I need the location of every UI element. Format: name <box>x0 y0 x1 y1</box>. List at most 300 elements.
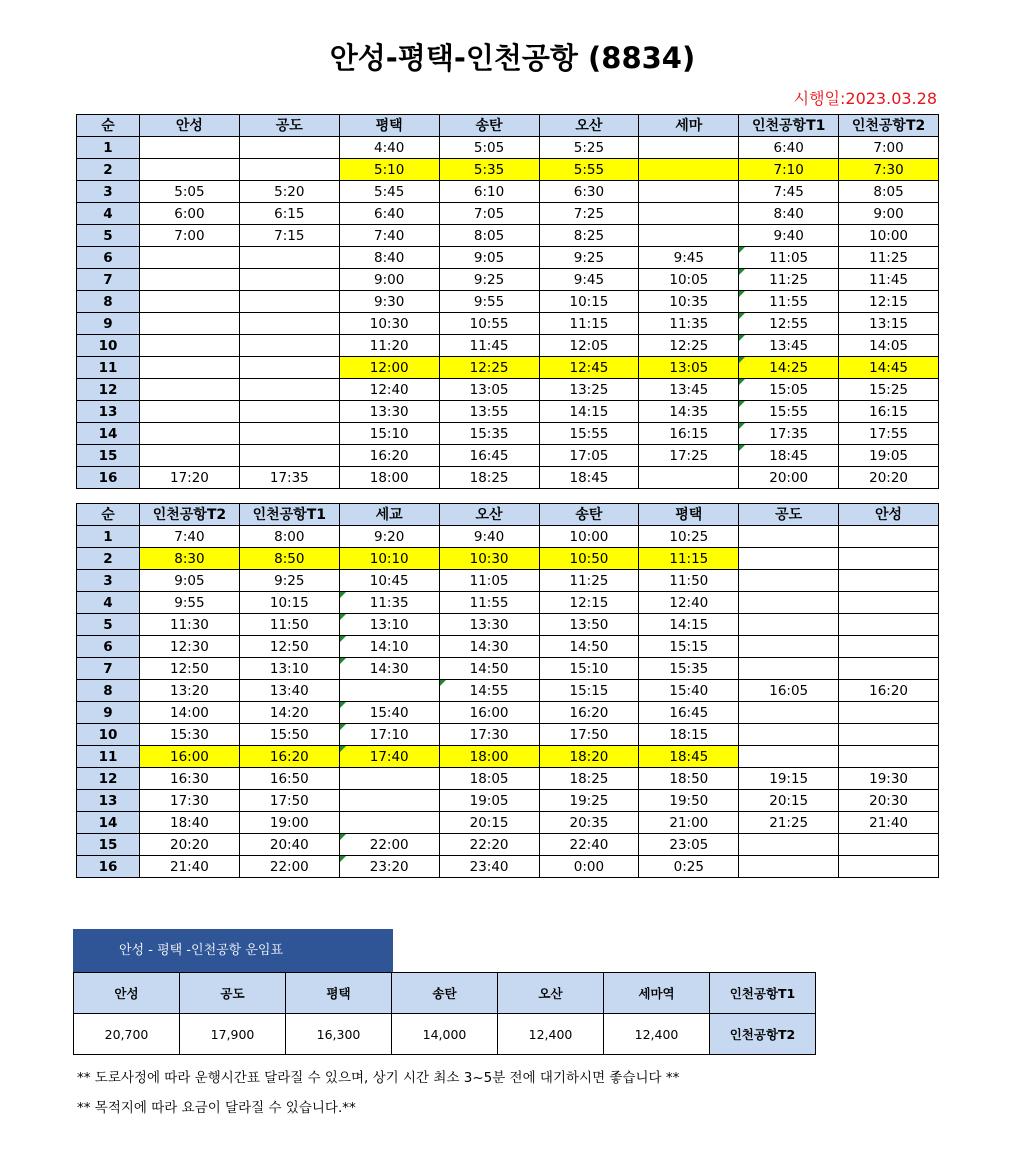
time-cell: 0:00 <box>539 856 639 878</box>
row-number: 11 <box>77 357 140 379</box>
time-cell: 0:25 <box>639 856 739 878</box>
time-cell <box>639 159 739 181</box>
time-cell: 16:15 <box>839 401 939 423</box>
time-cell: 14:35 <box>639 401 739 423</box>
time-cell: 9:00 <box>339 269 439 291</box>
time-cell: 18:25 <box>539 768 639 790</box>
time-cell: 15:10 <box>539 658 639 680</box>
time-cell: 6:30 <box>539 181 639 203</box>
time-cell: 13:05 <box>639 357 739 379</box>
col-header-stop: 송탄 <box>539 504 639 526</box>
time-cell: 10:10 <box>339 548 439 570</box>
time-cell: 22:00 <box>339 834 439 856</box>
time-cell: 6:40 <box>739 137 839 159</box>
row-number: 14 <box>77 423 140 445</box>
time-cell <box>140 445 240 467</box>
time-cell <box>739 614 839 636</box>
time-cell: 10:55 <box>439 313 539 335</box>
time-cell: 9:25 <box>439 269 539 291</box>
col-header-stop: 공도 <box>239 115 339 137</box>
time-cell <box>239 357 339 379</box>
time-cell: 17:35 <box>739 423 839 445</box>
time-cell <box>239 137 339 159</box>
time-cell: 12:50 <box>239 636 339 658</box>
time-cell: 13:20 <box>140 680 240 702</box>
time-cell: 16:15 <box>639 423 739 445</box>
time-cell <box>140 247 240 269</box>
col-header-stop: 세교 <box>339 504 439 526</box>
table-row <box>77 423 939 445</box>
time-cell: 12:45 <box>539 357 639 379</box>
time-cell: 19:05 <box>839 445 939 467</box>
table-row <box>77 746 939 768</box>
fare-header: 공도 <box>180 973 286 1014</box>
time-cell <box>839 724 939 746</box>
time-cell <box>839 570 939 592</box>
col-header-stop: 오산 <box>539 115 639 137</box>
row-number: 10 <box>77 724 140 746</box>
time-cell: 20:35 <box>539 812 639 834</box>
time-cell: 18:00 <box>339 467 439 489</box>
time-cell <box>239 269 339 291</box>
time-cell <box>739 856 839 878</box>
time-cell: 8:05 <box>839 181 939 203</box>
time-cell: 16:20 <box>839 680 939 702</box>
time-cell <box>239 247 339 269</box>
time-cell <box>140 313 240 335</box>
time-cell: 11:50 <box>639 570 739 592</box>
time-cell: 14:05 <box>839 335 939 357</box>
time-cell: 17:05 <box>539 445 639 467</box>
time-cell <box>140 357 240 379</box>
table-row <box>77 768 939 790</box>
time-cell: 11:45 <box>839 269 939 291</box>
time-cell <box>239 159 339 181</box>
time-cell: 15:40 <box>639 680 739 702</box>
row-number: 16 <box>77 467 140 489</box>
table-row <box>77 636 939 658</box>
col-header-stop: 안성 <box>140 115 240 137</box>
row-number: 8 <box>77 291 140 313</box>
time-cell: 17:30 <box>439 724 539 746</box>
table-row <box>77 137 939 159</box>
row-number: 14 <box>77 812 140 834</box>
table-row <box>77 291 939 313</box>
time-cell <box>839 636 939 658</box>
time-cell: 13:05 <box>439 379 539 401</box>
time-cell: 18:05 <box>439 768 539 790</box>
time-cell: 9:20 <box>339 526 439 548</box>
col-header-stop: 인천공항T1 <box>239 504 339 526</box>
note-fare-varies: ** 목적지에 따라 요금이 달라질 수 있습니다.** <box>77 1100 356 1116</box>
time-cell: 9:40 <box>739 225 839 247</box>
table-row <box>77 702 939 724</box>
time-cell <box>739 658 839 680</box>
time-cell: 9:25 <box>239 570 339 592</box>
time-cell: 16:05 <box>739 680 839 702</box>
time-cell: 9:55 <box>439 291 539 313</box>
time-cell: 8:00 <box>239 526 339 548</box>
time-cell: 11:05 <box>739 247 839 269</box>
time-cell: 17:50 <box>239 790 339 812</box>
table-row <box>77 834 939 856</box>
time-cell: 10:15 <box>239 592 339 614</box>
time-cell: 10:15 <box>539 291 639 313</box>
col-header-stop: 인천공항T2 <box>839 115 939 137</box>
time-cell: 11:50 <box>239 614 339 636</box>
row-number: 12 <box>77 379 140 401</box>
fare-header: 인천공항T1 <box>710 973 816 1014</box>
time-cell: 19:15 <box>739 768 839 790</box>
table-row <box>77 856 939 878</box>
fare-header: 평택 <box>286 973 392 1014</box>
time-cell: 8:40 <box>339 247 439 269</box>
time-cell: 9:05 <box>140 570 240 592</box>
table-row <box>77 658 939 680</box>
time-cell: 11:55 <box>739 291 839 313</box>
time-cell: 10:50 <box>539 548 639 570</box>
time-cell <box>140 137 240 159</box>
time-cell: 7:40 <box>339 225 439 247</box>
time-cell <box>739 746 839 768</box>
timetable-header-row <box>77 115 939 137</box>
time-cell: 7:15 <box>239 225 339 247</box>
col-header-stop: 인천공항T1 <box>739 115 839 137</box>
time-cell: 23:20 <box>339 856 439 878</box>
fare-header-row <box>74 973 816 1014</box>
time-cell: 14:15 <box>639 614 739 636</box>
time-cell: 10:30 <box>339 313 439 335</box>
time-cell: 5:05 <box>140 181 240 203</box>
time-cell: 5:25 <box>539 137 639 159</box>
table-row <box>77 790 939 812</box>
time-cell: 13:40 <box>239 680 339 702</box>
time-cell: 15:30 <box>140 724 240 746</box>
time-cell: 9:25 <box>539 247 639 269</box>
row-number: 4 <box>77 592 140 614</box>
time-cell: 21:25 <box>739 812 839 834</box>
time-cell: 16:20 <box>239 746 339 768</box>
time-cell: 11:15 <box>639 548 739 570</box>
time-cell <box>639 467 739 489</box>
table-row <box>77 614 939 636</box>
table-row <box>77 159 939 181</box>
time-cell: 10:35 <box>639 291 739 313</box>
time-cell: 15:10 <box>339 423 439 445</box>
time-cell: 15:50 <box>239 724 339 746</box>
time-cell <box>339 812 439 834</box>
time-cell <box>239 379 339 401</box>
time-cell: 11:45 <box>439 335 539 357</box>
timetable-outbound <box>76 114 939 489</box>
time-cell: 18:15 <box>639 724 739 746</box>
time-cell: 7:00 <box>140 225 240 247</box>
time-cell: 5:10 <box>339 159 439 181</box>
table-row <box>77 548 939 570</box>
row-number: 1 <box>77 137 140 159</box>
time-cell: 18:00 <box>439 746 539 768</box>
time-cell <box>239 335 339 357</box>
row-number: 5 <box>77 614 140 636</box>
col-header-stop: 공도 <box>739 504 839 526</box>
table-row <box>77 357 939 379</box>
table-row <box>77 181 939 203</box>
row-number: 3 <box>77 181 140 203</box>
row-number: 13 <box>77 401 140 423</box>
time-cell: 16:00 <box>439 702 539 724</box>
time-cell: 11:25 <box>839 247 939 269</box>
time-cell: 20:30 <box>839 790 939 812</box>
time-cell: 8:50 <box>239 548 339 570</box>
time-cell: 10:00 <box>839 225 939 247</box>
time-cell: 15:05 <box>739 379 839 401</box>
table-row <box>77 680 939 702</box>
time-cell <box>839 834 939 856</box>
time-cell <box>739 548 839 570</box>
time-cell: 10:25 <box>639 526 739 548</box>
time-cell: 6:15 <box>239 203 339 225</box>
time-cell: 12:00 <box>339 357 439 379</box>
time-cell <box>339 680 439 702</box>
time-cell: 17:25 <box>639 445 739 467</box>
time-cell: 11:20 <box>339 335 439 357</box>
col-header-stop: 안성 <box>839 504 939 526</box>
time-cell <box>140 423 240 445</box>
time-cell: 14:20 <box>239 702 339 724</box>
time-cell: 12:40 <box>339 379 439 401</box>
time-cell <box>239 445 339 467</box>
time-cell <box>839 614 939 636</box>
time-cell: 22:40 <box>539 834 639 856</box>
time-cell: 17:55 <box>839 423 939 445</box>
time-cell: 19:25 <box>539 790 639 812</box>
table-row <box>77 467 939 489</box>
effective-date: 시행일:2023.03.28 <box>793 89 937 108</box>
time-cell: 9:05 <box>439 247 539 269</box>
fare-header: 오산 <box>498 973 604 1014</box>
time-cell <box>839 856 939 878</box>
time-cell <box>339 768 439 790</box>
row-number: 2 <box>77 548 140 570</box>
time-cell: 5:05 <box>439 137 539 159</box>
time-cell: 13:30 <box>339 401 439 423</box>
time-cell: 17:35 <box>239 467 339 489</box>
row-number: 1 <box>77 526 140 548</box>
time-cell: 15:15 <box>539 680 639 702</box>
time-cell: 16:20 <box>339 445 439 467</box>
time-cell: 13:10 <box>339 614 439 636</box>
time-cell <box>739 592 839 614</box>
time-cell <box>239 401 339 423</box>
time-cell: 16:30 <box>140 768 240 790</box>
time-cell: 7:00 <box>839 137 939 159</box>
time-cell: 18:40 <box>140 812 240 834</box>
time-cell: 14:25 <box>739 357 839 379</box>
time-cell: 9:45 <box>639 247 739 269</box>
time-cell <box>739 636 839 658</box>
time-cell: 10:45 <box>339 570 439 592</box>
row-number: 12 <box>77 768 140 790</box>
time-cell: 7:25 <box>539 203 639 225</box>
time-cell: 10:30 <box>439 548 539 570</box>
table-row <box>77 225 939 247</box>
fare-table-title: 안성 - 평택 -인천공항 운임표 <box>73 929 393 973</box>
time-cell: 5:35 <box>439 159 539 181</box>
time-cell: 21:40 <box>839 812 939 834</box>
time-cell: 19:50 <box>639 790 739 812</box>
time-cell: 13:45 <box>739 335 839 357</box>
time-cell: 11:30 <box>140 614 240 636</box>
time-cell: 20:20 <box>839 467 939 489</box>
time-cell: 11:35 <box>639 313 739 335</box>
time-cell <box>739 834 839 856</box>
fare-value: 12,400 <box>604 1014 710 1055</box>
time-cell: 20:15 <box>439 812 539 834</box>
row-number: 8 <box>77 680 140 702</box>
time-cell: 10:05 <box>639 269 739 291</box>
time-cell: 9:45 <box>539 269 639 291</box>
time-cell: 20:00 <box>739 467 839 489</box>
table-row <box>77 812 939 834</box>
fare-value: 17,900 <box>180 1014 286 1055</box>
time-cell <box>839 548 939 570</box>
time-cell: 14:45 <box>839 357 939 379</box>
time-cell: 13:25 <box>539 379 639 401</box>
time-cell <box>839 526 939 548</box>
time-cell: 15:40 <box>339 702 439 724</box>
time-cell: 6:00 <box>140 203 240 225</box>
row-number: 6 <box>77 636 140 658</box>
time-cell: 13:55 <box>439 401 539 423</box>
time-cell: 19:30 <box>839 768 939 790</box>
time-cell: 11:55 <box>439 592 539 614</box>
time-cell: 16:20 <box>539 702 639 724</box>
time-cell: 6:10 <box>439 181 539 203</box>
time-cell: 14:30 <box>439 636 539 658</box>
time-cell: 17:40 <box>339 746 439 768</box>
row-number: 13 <box>77 790 140 812</box>
table-row <box>77 269 939 291</box>
time-cell <box>639 203 739 225</box>
table-row <box>77 313 939 335</box>
time-cell: 8:25 <box>539 225 639 247</box>
time-cell: 20:40 <box>239 834 339 856</box>
table-row <box>77 570 939 592</box>
time-cell: 16:00 <box>140 746 240 768</box>
time-cell: 15:35 <box>639 658 739 680</box>
timetable-header-row <box>77 504 939 526</box>
time-cell: 11:15 <box>539 313 639 335</box>
time-cell: 20:20 <box>140 834 240 856</box>
time-cell: 13:10 <box>239 658 339 680</box>
row-number: 15 <box>77 445 140 467</box>
col-header-stop: 인천공항T2 <box>140 504 240 526</box>
time-cell: 22:00 <box>239 856 339 878</box>
time-cell <box>140 401 240 423</box>
time-cell: 12:25 <box>639 335 739 357</box>
row-number: 5 <box>77 225 140 247</box>
time-cell: 15:55 <box>739 401 839 423</box>
time-cell: 9:00 <box>839 203 939 225</box>
time-cell: 11:25 <box>739 269 839 291</box>
time-cell: 12:50 <box>140 658 240 680</box>
time-cell <box>140 159 240 181</box>
time-cell: 7:05 <box>439 203 539 225</box>
row-number: 11 <box>77 746 140 768</box>
timetable-inbound <box>76 503 939 878</box>
time-cell: 21:40 <box>140 856 240 878</box>
row-number: 2 <box>77 159 140 181</box>
fare-value: 20,700 <box>74 1014 180 1055</box>
fare-value-row <box>74 1014 816 1055</box>
time-cell: 19:00 <box>239 812 339 834</box>
row-number: 3 <box>77 570 140 592</box>
time-cell: 12:15 <box>539 592 639 614</box>
col-header-stop: 평택 <box>639 504 739 526</box>
table-row <box>77 526 939 548</box>
time-cell: 11:25 <box>539 570 639 592</box>
time-cell: 14:55 <box>439 680 539 702</box>
time-cell: 12:55 <box>739 313 839 335</box>
time-cell: 14:10 <box>339 636 439 658</box>
row-number: 16 <box>77 856 140 878</box>
col-header-stop: 오산 <box>439 504 539 526</box>
time-cell <box>239 291 339 313</box>
time-cell <box>839 658 939 680</box>
table-row <box>77 592 939 614</box>
time-cell <box>639 137 739 159</box>
fare-value: 16,300 <box>286 1014 392 1055</box>
col-header-order: 순 <box>77 115 140 137</box>
time-cell: 12:05 <box>539 335 639 357</box>
time-cell: 7:30 <box>839 159 939 181</box>
time-cell <box>739 724 839 746</box>
row-number: 6 <box>77 247 140 269</box>
time-cell: 18:20 <box>539 746 639 768</box>
row-number: 9 <box>77 313 140 335</box>
table-row <box>77 247 939 269</box>
time-cell: 12:15 <box>839 291 939 313</box>
time-cell: 9:30 <box>339 291 439 313</box>
time-cell: 7:45 <box>739 181 839 203</box>
table-row <box>77 335 939 357</box>
time-cell: 14:30 <box>339 658 439 680</box>
row-number: 15 <box>77 834 140 856</box>
time-cell: 17:10 <box>339 724 439 746</box>
time-cell: 16:45 <box>439 445 539 467</box>
fare-header: 안성 <box>74 973 180 1014</box>
time-cell: 13:15 <box>839 313 939 335</box>
time-cell: 14:00 <box>140 702 240 724</box>
time-cell: 17:30 <box>140 790 240 812</box>
time-cell: 15:55 <box>539 423 639 445</box>
time-cell: 14:50 <box>539 636 639 658</box>
time-cell: 22:20 <box>439 834 539 856</box>
row-number: 9 <box>77 702 140 724</box>
fare-table <box>73 972 816 1055</box>
time-cell <box>639 181 739 203</box>
table-row <box>77 203 939 225</box>
table-row <box>77 401 939 423</box>
table-row <box>77 724 939 746</box>
time-cell: 18:45 <box>539 467 639 489</box>
time-cell: 4:40 <box>339 137 439 159</box>
time-cell: 9:55 <box>140 592 240 614</box>
col-header-order: 순 <box>77 504 140 526</box>
time-cell: 8:40 <box>739 203 839 225</box>
time-cell: 15:35 <box>439 423 539 445</box>
row-number: 7 <box>77 658 140 680</box>
